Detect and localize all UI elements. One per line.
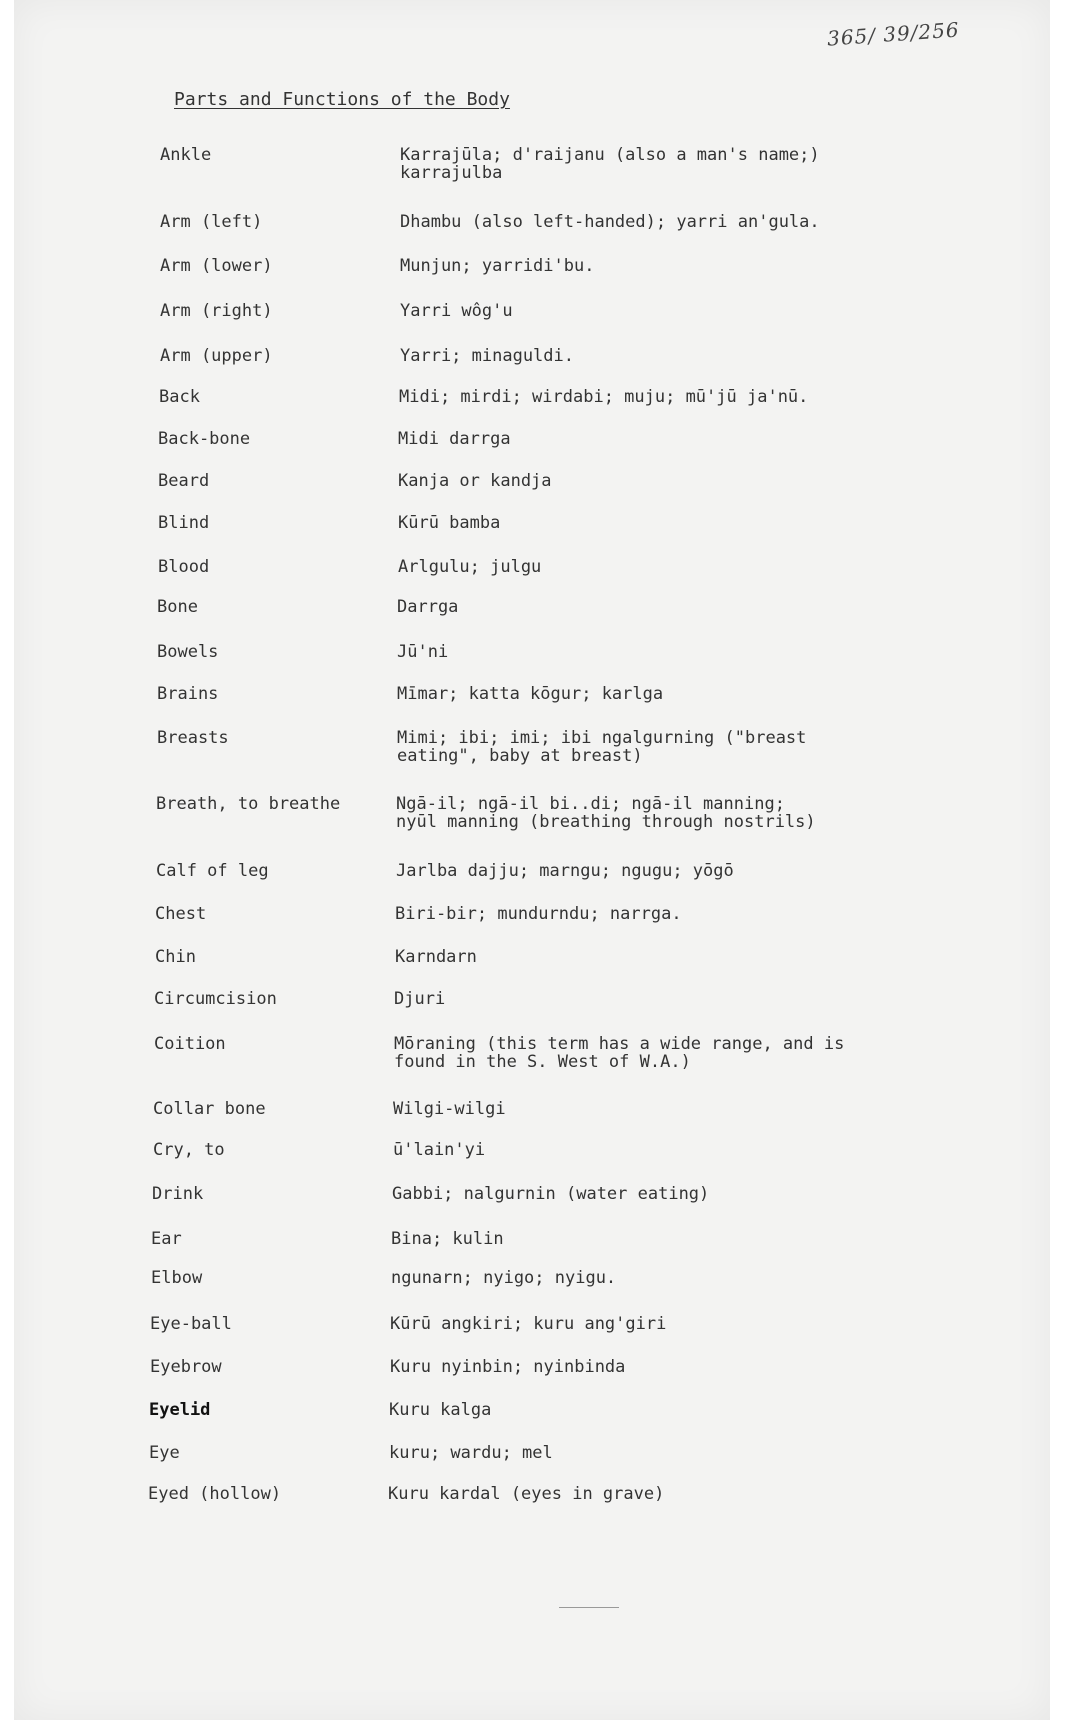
entry-definition: Kūrū angkiri; kuru ang'giri xyxy=(390,1314,667,1334)
entry-definition: Mimi; ibi; imi; ibi ngalgurning ("breast eating", baby at breast) xyxy=(397,728,807,766)
entry-term: Drink xyxy=(152,1184,204,1204)
entry-term: Back xyxy=(159,387,200,407)
entry-definition: Biri-bir; mundurndu; narrga. xyxy=(395,904,682,924)
entry-definition: Jarlba dajju; marngu; ngugu; yōgō xyxy=(396,861,734,881)
entry-definition: ngunarn; nyigo; nyigu. xyxy=(391,1268,617,1288)
entry-term: Back-bone xyxy=(158,429,251,449)
entry-definition: ū'lain'yi xyxy=(393,1140,486,1160)
bottom-divider xyxy=(559,1607,619,1608)
entry-term: Elbow xyxy=(151,1268,203,1288)
entry-term: Arm (right) xyxy=(160,301,273,321)
entry-definition: Darrga xyxy=(397,597,459,617)
entry-definition: Djuri xyxy=(394,989,446,1009)
entry-definition: Karndarn xyxy=(395,947,477,967)
entry-term: Arm (lower) xyxy=(160,256,273,276)
entry-definition: Yarri wôg'u xyxy=(400,301,513,321)
entry-term: Bone xyxy=(157,597,198,617)
entry-term: Brains xyxy=(157,684,219,704)
entry-term: Blood xyxy=(158,557,210,577)
entry-term: Blind xyxy=(158,513,210,533)
entry-term: Breasts xyxy=(157,728,229,748)
entry-term: Eyed (hollow) xyxy=(148,1484,282,1504)
entry-term: Bowels xyxy=(157,642,219,662)
entry-definition: Karrajūla; d'raijanu (also a man's name;) karrajulba xyxy=(400,145,820,183)
entry-definition: Munjun; yarridi'bu. xyxy=(400,256,595,276)
entry-term: Beard xyxy=(158,471,210,491)
entry-definition: Kūrū bamba xyxy=(398,513,501,533)
entry-term: Collar bone xyxy=(153,1099,266,1119)
entry-definition: Wilgi-wilgi xyxy=(393,1099,506,1119)
entry-definition: Kuru kardal (eyes in grave) xyxy=(388,1484,665,1504)
entry-definition: Arlgulu; julgu xyxy=(398,557,542,577)
entry-definition: Dhambu (also left-handed); yarri an'gula. xyxy=(400,212,820,232)
entry-definition: Yarri; minaguldi. xyxy=(400,346,574,366)
entry-term: Calf of leg xyxy=(156,861,269,881)
entry-definition: Mīmar; katta kōgur; karlga xyxy=(397,684,664,704)
entry-definition: Kuru kalga xyxy=(389,1400,492,1420)
entry-definition: Jū'ni xyxy=(397,642,449,662)
entry-term: Circumcision xyxy=(154,989,277,1009)
entry-term: Chin xyxy=(155,947,196,967)
entry-term: Ankle xyxy=(160,145,212,165)
entry-definition: Ngā-il; ngā-il bi..di; ngā-il manning; nyūl manning (breathing through nostrils) xyxy=(396,794,816,832)
entry-definition: Gabbi; nalgurnin (water eating) xyxy=(392,1184,710,1204)
entry-term: Coition xyxy=(154,1034,226,1054)
entry-term: Eye-ball xyxy=(150,1314,232,1334)
entry-definition: Mōraning (this term has a wide range, and is found in the S. West of W.A.) xyxy=(394,1034,845,1072)
entry-definition: kuru; wardu; mel xyxy=(389,1443,553,1463)
entry-term: Chest xyxy=(155,904,207,924)
entry-definition: Kuru nyinbin; nyinbinda xyxy=(390,1357,626,1377)
entry-term: Arm (upper) xyxy=(160,346,273,366)
entry-term: Eye xyxy=(149,1443,180,1463)
entry-definition: Midi darrga xyxy=(398,429,511,449)
entry-definition: Bina; kulin xyxy=(391,1229,504,1249)
document-page xyxy=(14,0,1050,1720)
entry-term: Arm (left) xyxy=(160,212,263,232)
entry-term: Cry, to xyxy=(153,1140,225,1160)
entry-term: Eyelid xyxy=(149,1400,211,1420)
page-title: Parts and Functions of the Body xyxy=(174,89,510,110)
entry-definition: Midi; mirdi; wirdabi; muju; mū'jū ja'nū. xyxy=(399,387,809,407)
entry-definition: Kanja or kandja xyxy=(398,471,552,491)
entry-term: Eyebrow xyxy=(150,1357,222,1377)
folio-number: 365/ 39/256 xyxy=(826,17,961,51)
entry-term: Breath, to breathe xyxy=(156,794,341,814)
entry-term: Ear xyxy=(151,1229,182,1249)
